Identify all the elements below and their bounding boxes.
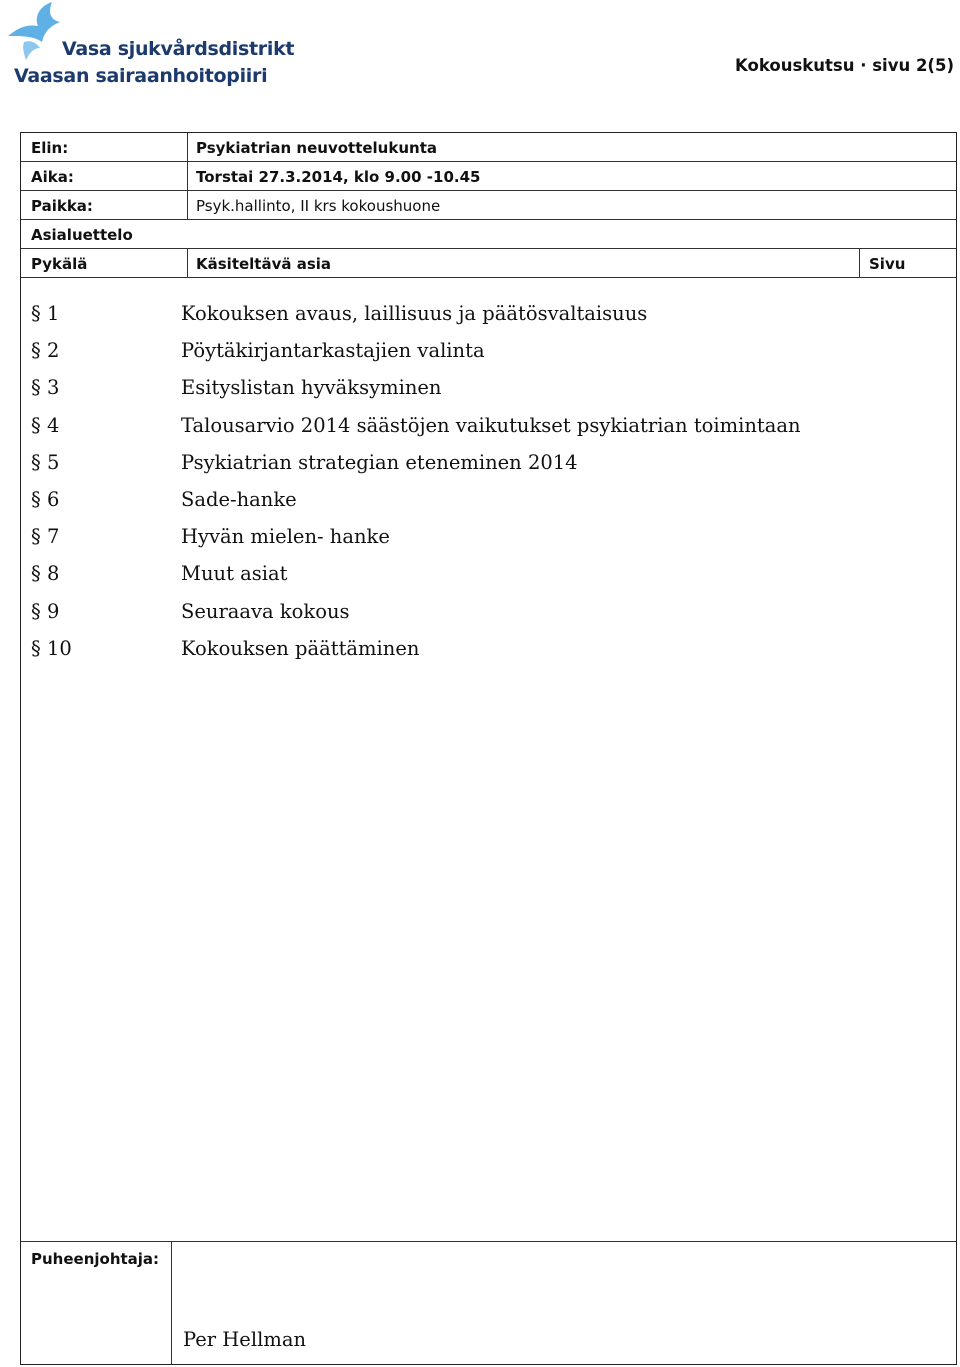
section-title: Seuraava kokous	[181, 599, 350, 623]
paikka-value: Psyk.hallinto, II krs kokoushuone	[196, 197, 441, 215]
section-number: § 7	[31, 525, 60, 549]
info-divider	[187, 133, 188, 220]
list-item	[31, 376, 936, 413]
section-title: Pöytäkirjantarkastajien valinta	[181, 339, 485, 363]
list-item	[31, 339, 936, 376]
section-title: Muut asiat	[181, 562, 288, 586]
sivu-divider	[859, 249, 860, 278]
asia-header: Käsiteltävä asia	[196, 255, 332, 273]
section-title: Psykiatrian strategian eteneminen 2014	[181, 450, 578, 474]
section-number: § 4	[31, 413, 60, 437]
section-title: Talousarvio 2014 säästöjen vaikutukset psykiatrian toimintaan	[181, 413, 801, 437]
chair-name: Per Hellman	[183, 1328, 306, 1351]
section-number: § 5	[31, 450, 60, 474]
header-divider	[187, 249, 188, 278]
list-item	[31, 525, 936, 562]
signature-divider	[171, 1242, 172, 1364]
section-number: § 6	[31, 487, 60, 511]
section-title: Sade-hanke	[181, 487, 297, 511]
section-number: § 3	[31, 376, 60, 400]
org-name-swedish: Vasa sjukvårdsdistrikt	[62, 38, 295, 60]
section-number: § 1	[31, 302, 60, 325]
list-item	[31, 451, 936, 488]
column-header-row	[21, 249, 956, 278]
asialuettelo-label: Asialuettelo	[31, 226, 133, 244]
section-number: § 9	[31, 599, 60, 623]
list-item	[31, 637, 936, 674]
list-item	[31, 562, 936, 599]
chair-signature-box	[21, 1241, 956, 1364]
paikka-row	[21, 191, 956, 220]
aika-label: Aika:	[31, 168, 74, 186]
agenda-list	[31, 302, 936, 674]
asialuettelo-row	[21, 220, 956, 249]
section-number: § 2	[31, 339, 60, 363]
list-item	[31, 600, 936, 637]
section-title: Esityslistan hyväksyminen	[181, 376, 442, 400]
elin-label: Elin:	[31, 139, 69, 157]
bird-logo-icon	[4, 2, 68, 66]
list-item	[31, 302, 936, 339]
section-title: Hyvän mielen- hanke	[181, 525, 390, 549]
paikka-label: Paikka:	[31, 197, 93, 215]
chair-label: Puheenjohtaja:	[31, 1250, 160, 1268]
list-item	[31, 488, 936, 525]
elin-value: Psykiatrian neuvottelukunta	[196, 139, 437, 157]
agenda-frame	[20, 132, 957, 1365]
aika-row	[21, 162, 956, 191]
org-name-finnish: Vaasan sairaanhoitopiiri	[14, 65, 268, 87]
sivu-header: Sivu	[869, 255, 906, 273]
list-item	[31, 414, 936, 451]
pykala-header: Pykälä	[31, 255, 88, 273]
org-logo	[4, 2, 304, 94]
document-page-label: Kokouskutsu · sivu 2(5)	[735, 56, 954, 75]
section-number: § 10	[31, 636, 72, 660]
section-number: § 8	[31, 562, 60, 586]
section-title: Kokouksen avaus, laillisuus ja päätösvaltaisuus	[181, 302, 648, 325]
elin-row	[21, 133, 956, 162]
section-title: Kokouksen päättäminen	[181, 636, 420, 660]
aika-value: Torstai 27.3.2014, klo 9.00 -10.45	[196, 168, 481, 186]
